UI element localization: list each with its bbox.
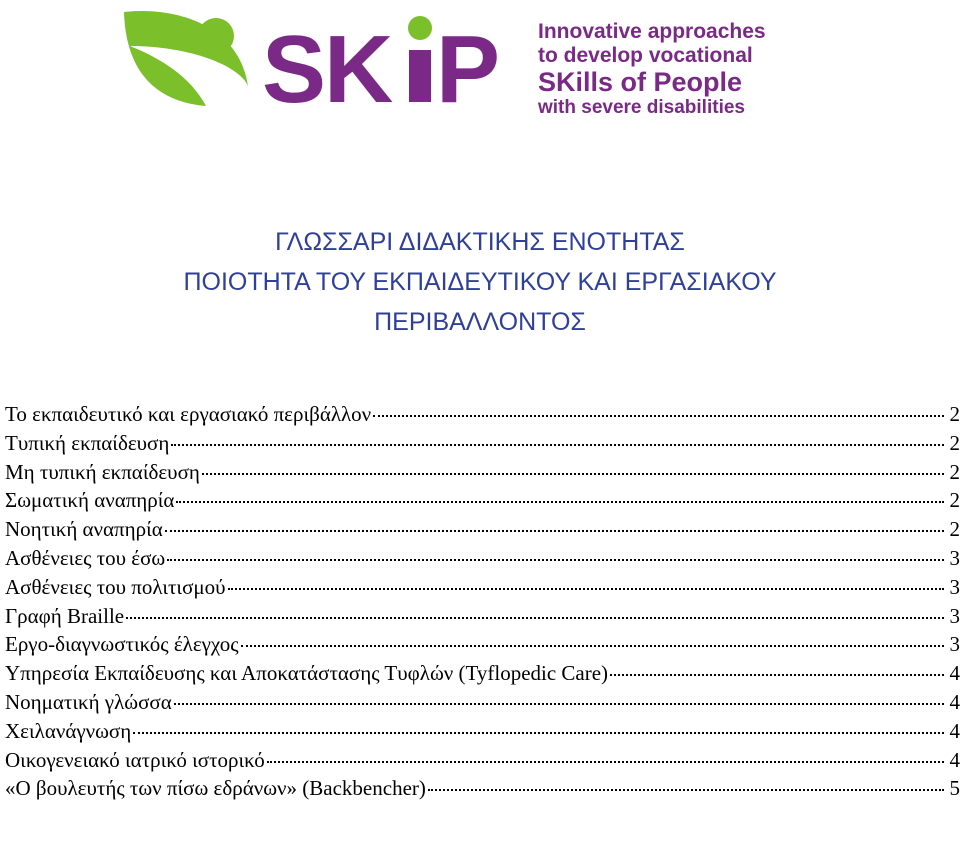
- toc-entry[interactable]: [5, 515, 960, 544]
- toc-dot-leader: [241, 645, 944, 647]
- toc-entry[interactable]: [5, 486, 960, 515]
- toc-dot-leader: [202, 473, 944, 475]
- toc-entry[interactable]: [5, 544, 960, 573]
- toc-dot-leader: [267, 761, 944, 763]
- toc-entry-label: Μη τυπική εκπαίδευση: [5, 459, 200, 484]
- toc-entry-label: Νοηματική γλώσσα: [5, 689, 172, 714]
- toc-page-number: 4: [949, 747, 960, 772]
- toc-page-number: 4: [949, 718, 960, 743]
- toc-page-number: 2: [949, 517, 960, 542]
- toc-entry-label: Εργο-διαγνωστικός έλεγχος: [5, 632, 239, 657]
- toc-page-number: 3: [949, 603, 960, 628]
- toc-entry[interactable]: [5, 659, 960, 688]
- toc-page-number: 4: [949, 661, 960, 686]
- toc-entry[interactable]: [5, 458, 960, 487]
- toc-entry[interactable]: [5, 746, 960, 775]
- toc-entry-label: Οικογενειακό ιατρικό ιστορικό: [5, 747, 265, 772]
- tagline-line: with severe disabilities: [538, 97, 745, 118]
- toc-dot-leader: [171, 444, 944, 446]
- title-line-2: ΠΟΙΟΤΗΤΑ ΤΟΥ ΕΚΠΑΙΔΕΥΤΙΚΟΥ ΚΑΙ ΕΡΓΑΣΙΑΚΟΥ: [183, 268, 777, 296]
- toc-entry[interactable]: [5, 429, 960, 458]
- toc-page-number: 5: [949, 776, 960, 801]
- toc-entry[interactable]: [5, 688, 960, 717]
- toc-dot-leader: [165, 530, 944, 532]
- skip-logo-mark: [120, 6, 530, 124]
- table-of-contents: [5, 400, 960, 803]
- toc-page-number: 2: [949, 488, 960, 513]
- toc-entry[interactable]: [5, 400, 960, 429]
- toc-entry-label: Ασθένειες του έσω: [5, 545, 166, 570]
- document-title: [0, 222, 960, 342]
- toc-entry[interactable]: [5, 630, 960, 659]
- toc-entry[interactable]: [5, 602, 960, 631]
- toc-entry-label: Χειλανάγνωση: [5, 718, 132, 743]
- toc-entry-label: Το εκπαιδευτικό και εργασιακό περιβάλλον: [5, 402, 372, 426]
- toc-page-number: 3: [949, 574, 960, 599]
- toc-page-number: 4: [949, 689, 960, 714]
- title-line-3: ΠΕΡΙΒΑΛΛΟΝΤΟΣ: [374, 308, 586, 336]
- toc-entry-label: «Ο βουλευτής των πίσω εδράνων» (Backbencher): [5, 776, 426, 801]
- tagline-line: Innovative approaches: [538, 20, 766, 43]
- tagline-line: to develop vocational: [538, 44, 753, 67]
- toc-dot-leader: [174, 703, 944, 705]
- toc-page-number: 2: [949, 402, 960, 426]
- svg-text:SK: SK: [262, 16, 392, 123]
- skip-logo: [120, 6, 825, 124]
- toc-entry[interactable]: [5, 573, 960, 602]
- toc-dot-leader: [610, 674, 944, 676]
- toc-dot-leader: [126, 617, 944, 619]
- toc-dot-leader: [373, 415, 944, 417]
- toc-page-number: 2: [949, 430, 960, 455]
- toc-entry-label: Σωματική αναπηρία: [5, 488, 175, 513]
- toc-dot-leader: [428, 789, 944, 791]
- toc-entry-label: Τυπική εκπαίδευση: [5, 430, 170, 455]
- toc-dot-leader: [176, 501, 944, 503]
- toc-dot-leader: [133, 732, 944, 734]
- toc-dot-leader: [167, 559, 944, 561]
- toc-page-number: 3: [949, 545, 960, 570]
- toc-entry-label: Νοητική αναπηρία: [5, 517, 163, 542]
- toc-entry[interactable]: [5, 774, 960, 803]
- tagline-line: SKills of People: [538, 67, 743, 97]
- toc-entry-label: Ασθένειες του πολιτισμού: [5, 574, 226, 599]
- toc-dot-leader: [228, 588, 944, 590]
- title-line-1: ΓΛΩΣΣΑΡΙ ΔΙΔΑΚΤΙΚΗΣ ΕΝΟΤΗΤΑΣ: [275, 228, 685, 256]
- toc-page-number: 3: [949, 632, 960, 657]
- toc-page-number: 2: [949, 459, 960, 484]
- toc-entry[interactable]: [5, 717, 960, 746]
- toc-entry-label: Γραφή Braille: [5, 603, 125, 628]
- toc-entry-label: Υπηρεσία Εκπαίδευσης και Αποκατάστασης Τυφλών (Tyflopedic Care): [5, 661, 609, 686]
- logo-tagline: [538, 20, 828, 120]
- svg-text:P: P: [436, 16, 501, 123]
